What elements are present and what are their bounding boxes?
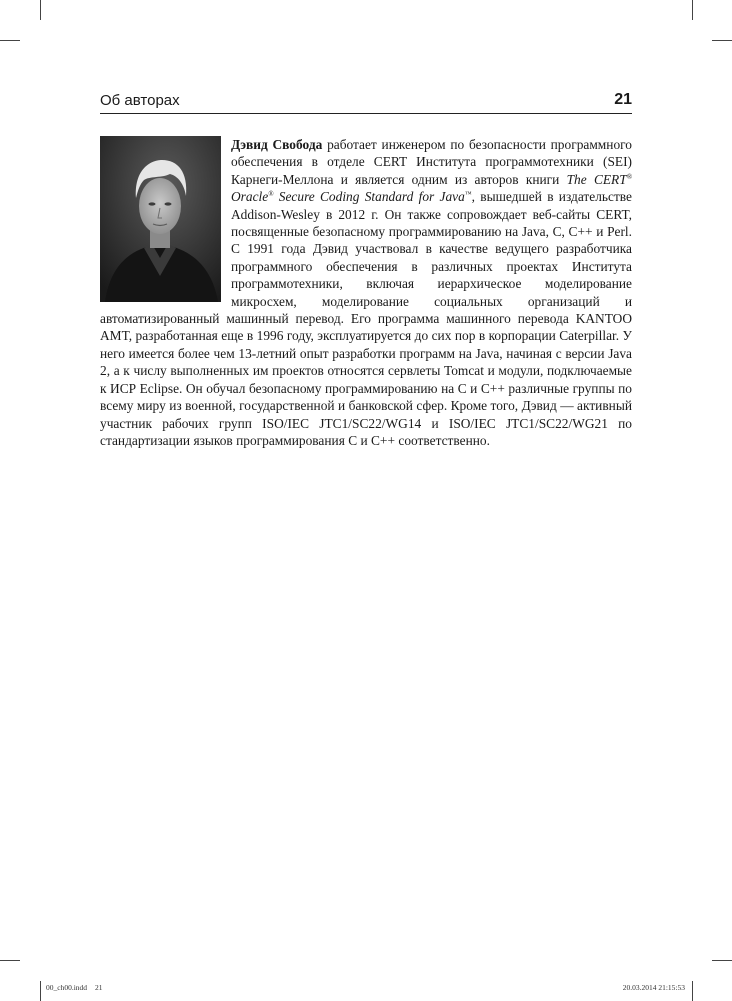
crop-mark	[712, 960, 732, 961]
crop-mark	[712, 40, 732, 41]
book-title: The CERT® Oracle® Secure Coding Standard for Java™	[231, 171, 633, 205]
section-title: Об авторах	[100, 92, 180, 109]
bio-text: работает инженером по безопасности программного обеспечения в отделе CERT Института программотехники (SEI) Карнеги-Меллона и является одним из авторов книги	[231, 137, 632, 187]
crop-mark	[0, 40, 20, 41]
registered-mark: ®	[268, 190, 274, 199]
author-bio	[100, 136, 632, 449]
author-name: Дэвид Свобода	[231, 137, 323, 152]
crop-mark	[40, 0, 41, 20]
running-header	[100, 92, 632, 112]
bio-text: , вышедшей в издательстве Addison-Wesley в 2012 г. Он также сопровождает веб-сайты CERT, посвященные безопасному программированию на Java, C, C++ и Perl. С 1991 года Дэвид участвовал в качестве ведущего разработчика программного обеспечения в различных проектах Института программотехники, включая иерархическое моделирование микросхем, моделирование социальных организаций и автоматизированный машинный перевод. Его программа машинного перевода KANTOO AMT, разработанная еще в 1996 году, эксплуатируется до сих пор в корпорации Caterpillar. У него имеется более чем 13-летний опыт разработки программ на Java, начиная с версии Java 2, а к числу выполненных им проектов относятся сервлеты Tomcat и модули, подключаемые к ИСР Eclipse. Он обучал безопасному программированию на C и C++ различные группы по всему миру из военной, государственной и банковской сфер. Кроме того, Дэвид — активный участник рабочих групп ISO/IEC JTC1/SC22/WG14 и ISO/IEC JTC1/SC22/WG21 по стандартизации языков программирования C и C++ соответственно.	[100, 189, 632, 448]
slug-page: 21	[95, 983, 103, 992]
author-photo	[100, 136, 221, 302]
slug-timestamp: 20.03.2014 21:15:53	[622, 983, 685, 992]
trademark: ™	[464, 190, 472, 199]
header-rule	[100, 113, 632, 114]
slug-filename: 00_ch00.indd	[46, 983, 88, 992]
print-slug	[0, 980, 732, 996]
crop-mark	[0, 960, 20, 961]
registered-mark: ®	[626, 172, 633, 181]
page-number: 21	[614, 91, 632, 108]
crop-mark	[692, 0, 693, 20]
